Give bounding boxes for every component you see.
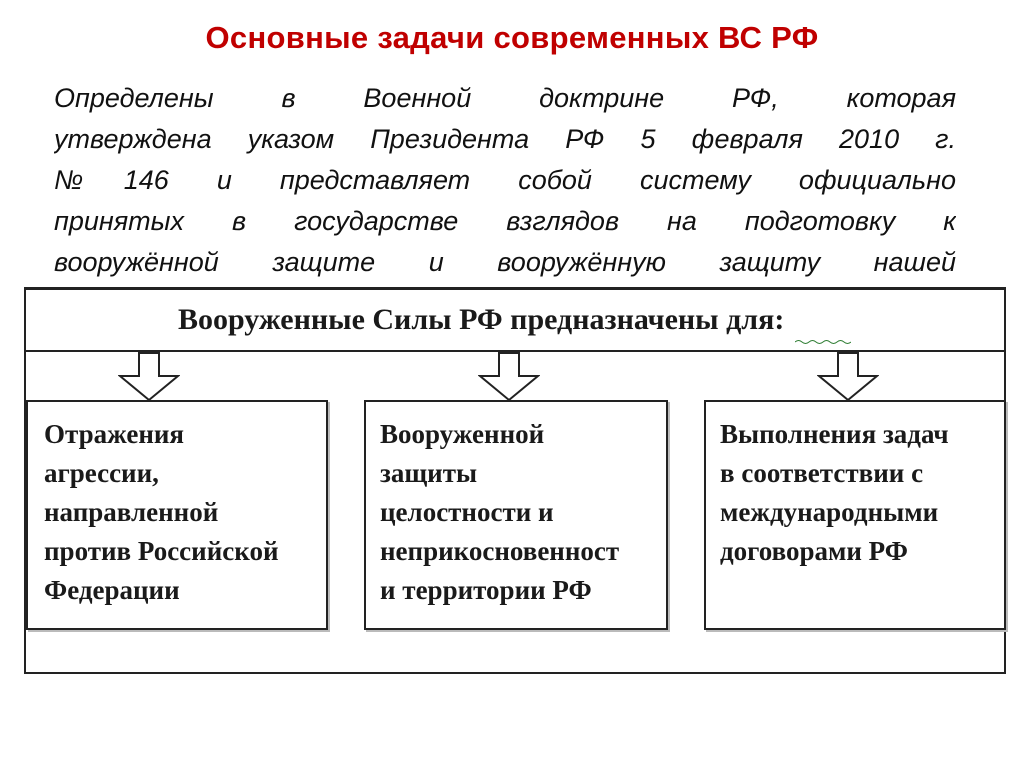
box-line: целостности и xyxy=(380,497,554,527)
task-box-international-text xyxy=(720,415,949,571)
box-line: против Российской xyxy=(44,536,279,566)
diagram-header: Вооруженные Силы РФ предназначены для: xyxy=(178,303,785,336)
intro-line: вооружённой защите и вооружённую защиту нашей xyxy=(54,247,956,277)
spellcheck-underline xyxy=(795,339,851,345)
box-line: в соответствии с xyxy=(720,458,924,488)
intro-line: принятых в государстве взглядов на подготовку к xyxy=(54,206,956,236)
down-arrow-icon xyxy=(817,352,879,402)
intro-paragraph xyxy=(54,78,956,288)
box-line: международными xyxy=(720,497,939,527)
box-line: договорами РФ xyxy=(720,536,908,566)
box-line: Отражения xyxy=(44,419,185,449)
box-line: Выполнения задач xyxy=(720,419,949,449)
task-box-territory-text xyxy=(380,415,619,610)
task-box-aggression-text xyxy=(44,415,279,610)
box-line: агрессии, xyxy=(44,458,159,488)
box-line: неприкосновенност xyxy=(380,536,620,566)
intro-line: Определены в Военной доктрине РФ, которая xyxy=(54,83,956,113)
intro-line: утверждена указом Президента РФ 5 февраля 2010 г. xyxy=(54,124,956,154)
down-arrow-icon xyxy=(478,352,540,402)
box-line: Федерации xyxy=(44,575,180,605)
box-line: направленной xyxy=(44,497,219,527)
box-line: защиты xyxy=(380,458,478,488)
slide-title: Основные задачи современных ВС РФ xyxy=(205,20,819,55)
box-line: Вооруженной xyxy=(380,419,545,449)
intro-line: №146 и представляет собой систему официально xyxy=(54,165,956,195)
down-arrow-icon xyxy=(118,352,180,402)
box-line: и территории РФ xyxy=(380,575,592,605)
